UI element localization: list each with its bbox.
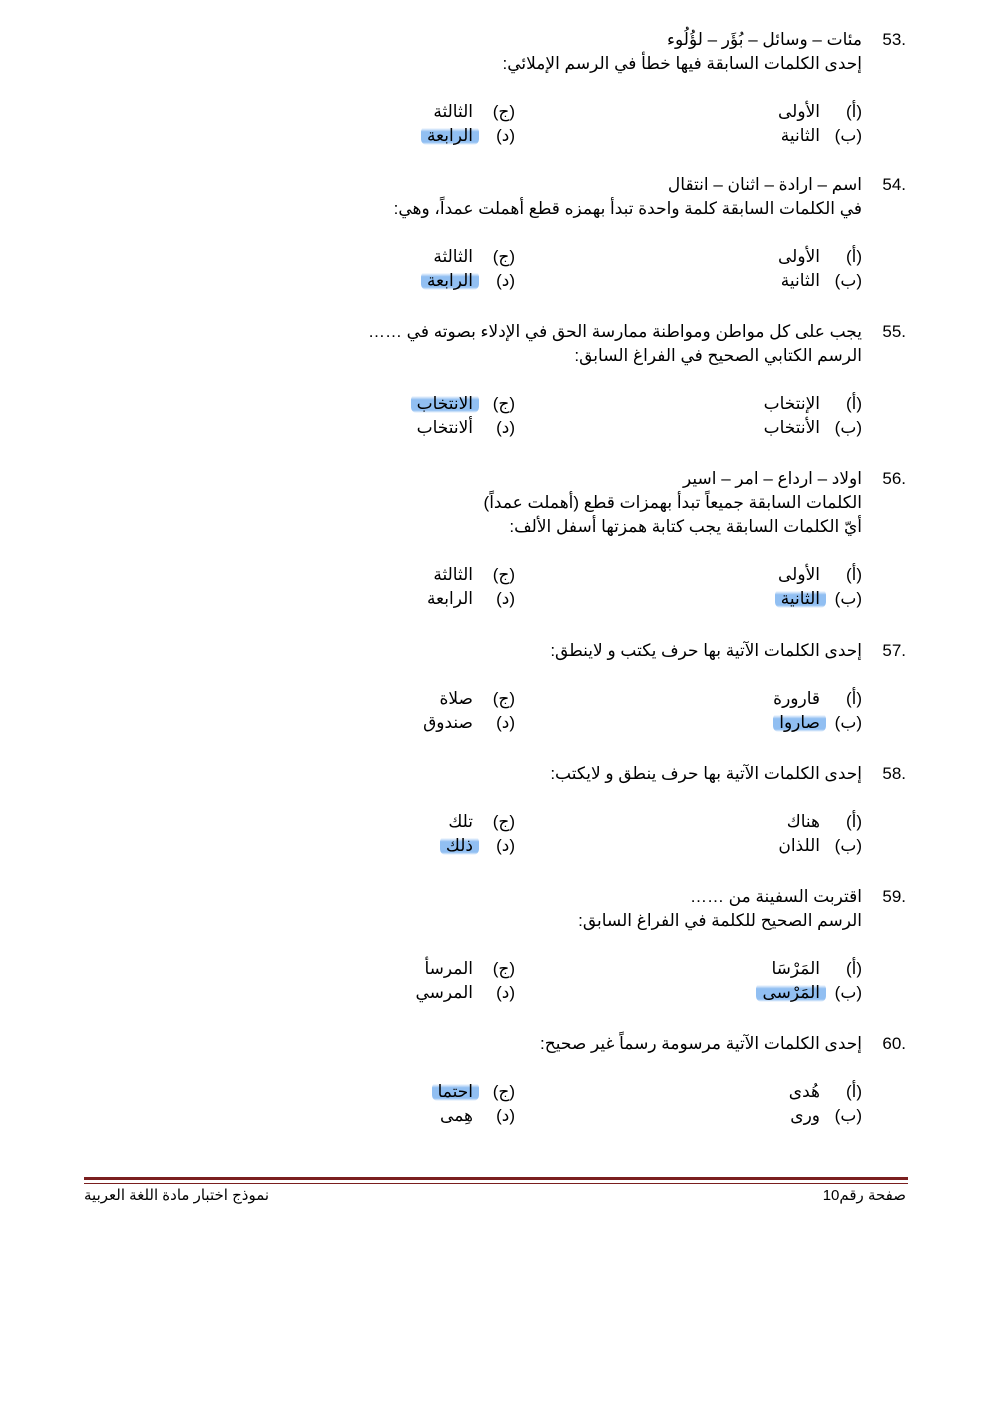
answer-option[interactable] <box>448 810 515 834</box>
answer-option[interactable] <box>778 834 862 858</box>
option-text: صاروا <box>773 713 826 732</box>
answer-option[interactable] <box>771 957 862 981</box>
question-number: 54. <box>882 175 906 194</box>
option-label: (ب) <box>834 836 862 855</box>
option-text: هُدى <box>788 1082 820 1101</box>
option-label: (د) <box>496 418 515 437</box>
answer-option[interactable] <box>778 563 862 587</box>
question-text: إحدى الكلمات الآتية بها حرف ينطق و لايكتب: <box>550 764 862 783</box>
answer-option[interactable] <box>778 100 862 124</box>
option-label: (د) <box>496 1106 515 1125</box>
option-label: (ب) <box>834 271 862 290</box>
option-label: (ج) <box>492 959 515 978</box>
option-text: قارورة <box>773 689 820 708</box>
option-text: الرابعة <box>421 271 479 290</box>
question-number: 57. <box>882 641 906 660</box>
question-text: إحدى الكلمات الآتية بها حرف يكتب و لاينطق: <box>550 641 862 660</box>
answer-option[interactable] <box>789 1080 862 1104</box>
option-text: الثانية <box>780 126 820 145</box>
answer-option[interactable] <box>440 834 515 858</box>
option-text: الرابعة <box>426 589 473 608</box>
answer-option[interactable] <box>427 587 515 611</box>
option-label: (د) <box>496 126 515 145</box>
question-text: اقتربت السفينة من …… <box>689 887 862 906</box>
question-number: 58. <box>882 764 906 783</box>
question-number: 55. <box>882 322 906 341</box>
answer-option[interactable] <box>781 124 862 148</box>
option-label: (ب) <box>834 589 862 608</box>
question-text: أيّ الكلمات السابقة يجب كتابة همزتها أسفل الألف: <box>509 517 862 536</box>
option-label: (د) <box>496 589 515 608</box>
option-text: ألانتخاب <box>416 418 473 437</box>
option-label: (د) <box>496 836 515 855</box>
option-text: صلاة <box>439 689 473 708</box>
footer-rule <box>84 1177 908 1180</box>
question-text: في الكلمات السابقة كلمة واحدة تبدأ بهمزه قطع أهملت عمداً، وهي: <box>393 199 862 218</box>
option-label: (د) <box>496 983 515 1002</box>
option-text: الإنتخاب <box>763 394 820 413</box>
answer-option[interactable] <box>424 957 515 981</box>
answer-option[interactable] <box>764 392 862 416</box>
option-label: (ج) <box>492 247 515 266</box>
option-text: الرابعة <box>421 126 479 145</box>
option-label: (ب) <box>834 983 862 1002</box>
option-text: المَرْسى <box>756 983 826 1002</box>
answer-option[interactable] <box>778 245 862 269</box>
option-label: (ب) <box>834 418 862 437</box>
question-number: 60. <box>882 1034 906 1053</box>
question-number: 53. <box>882 30 906 49</box>
footer-title: نموذج اختبار مادة اللغة العربية <box>84 1187 270 1204</box>
question-text: إحدى الكلمات الآتية مرسومة رسماً غير صحيح: <box>540 1034 862 1053</box>
answer-option[interactable] <box>764 416 862 440</box>
option-label: (أ) <box>845 689 862 708</box>
option-text: ورى <box>790 1106 820 1125</box>
option-text: هناك <box>786 812 820 831</box>
answer-option[interactable] <box>775 587 862 611</box>
option-text: صندوق <box>423 713 473 732</box>
option-text: الأولى <box>778 247 820 266</box>
answer-option[interactable] <box>781 269 862 293</box>
option-label: (ج) <box>492 689 515 708</box>
option-text: الانتخاب <box>411 394 479 413</box>
option-text: الثانية <box>775 589 826 608</box>
option-text: الأولى <box>778 102 820 121</box>
answer-option[interactable] <box>440 687 516 711</box>
question-text: اولاد – ارداع – امر – اسير <box>683 469 862 488</box>
option-text: اللذان <box>778 836 820 855</box>
option-text: الثانية <box>780 271 820 290</box>
option-label: (د) <box>496 271 515 290</box>
option-label: (ج) <box>492 1082 515 1101</box>
option-text: الثالثة <box>433 565 473 584</box>
answer-option[interactable] <box>423 711 515 735</box>
option-text: المرسي <box>415 983 473 1002</box>
answer-option[interactable] <box>440 1104 515 1128</box>
question-text: إحدى الكلمات السابقة فيها خطأ في الرسم الإملائي: <box>502 54 862 73</box>
answer-option[interactable] <box>432 1080 515 1104</box>
question-number: 56. <box>882 469 906 488</box>
option-label: (د) <box>496 713 515 732</box>
question-text: الرسم الصحيح للكلمة في الفراغ السابق: <box>578 911 862 930</box>
answer-option[interactable] <box>773 687 862 711</box>
option-label: (أ) <box>845 247 862 266</box>
option-text: الثالثة <box>433 247 473 266</box>
option-label: (ب) <box>834 1106 862 1125</box>
question-text: اسم – ارادة – اثنان – انتقال <box>667 175 862 194</box>
option-label: (ج) <box>492 565 515 584</box>
answer-option[interactable] <box>433 563 515 587</box>
answer-option[interactable] <box>421 269 515 293</box>
option-label: (أ) <box>845 1082 862 1101</box>
question-number: 59. <box>882 887 906 906</box>
option-text: المَرْسَا <box>771 959 820 978</box>
answer-option[interactable] <box>415 981 515 1005</box>
option-label: (أ) <box>845 959 862 978</box>
option-text: احتما <box>432 1082 479 1101</box>
answer-option[interactable] <box>433 100 515 124</box>
footer-rule-thin <box>84 1183 908 1184</box>
answer-option[interactable] <box>787 810 862 834</box>
answer-option[interactable] <box>421 124 515 148</box>
answer-option[interactable] <box>411 392 515 416</box>
option-label: (ج) <box>492 394 515 413</box>
option-text: الأنتخاب <box>763 418 820 437</box>
option-label: (ب) <box>834 713 862 732</box>
answer-option[interactable] <box>773 711 862 735</box>
question-text: مئات – وسائل – بُؤَر – لؤُلُوء <box>666 30 862 49</box>
option-text: المرسأ <box>424 959 473 978</box>
question-text: يجب على كل مواطن ومواطنة ممارسة الحق في الإدلاء بصوته في …… <box>367 322 862 341</box>
option-label: (ب) <box>834 126 862 145</box>
option-label: (أ) <box>845 812 862 831</box>
option-text: الثالثة <box>433 102 473 121</box>
option-text: ذلك <box>440 836 479 855</box>
option-label: (أ) <box>845 394 862 413</box>
option-text: تلك <box>448 812 473 831</box>
option-text: هِمى <box>440 1106 473 1125</box>
answer-option[interactable] <box>756 981 862 1005</box>
option-label: (ج) <box>492 102 515 121</box>
answer-option[interactable] <box>433 245 515 269</box>
option-label: (ج) <box>492 812 515 831</box>
answer-option[interactable] <box>790 1104 862 1128</box>
option-label: (أ) <box>845 565 862 584</box>
option-label: (أ) <box>845 102 862 121</box>
answer-option[interactable] <box>417 416 515 440</box>
question-text: الرسم الكتابي الصحيح في الفراغ السابق: <box>574 346 862 365</box>
page-number: صفحة رقم10 <box>822 1187 906 1204</box>
question-text: الكلمات السابقة جميعاً تبدأ بهمزات قطع (أهملت عمداً) <box>483 493 862 512</box>
option-text: الأولى <box>778 565 820 584</box>
